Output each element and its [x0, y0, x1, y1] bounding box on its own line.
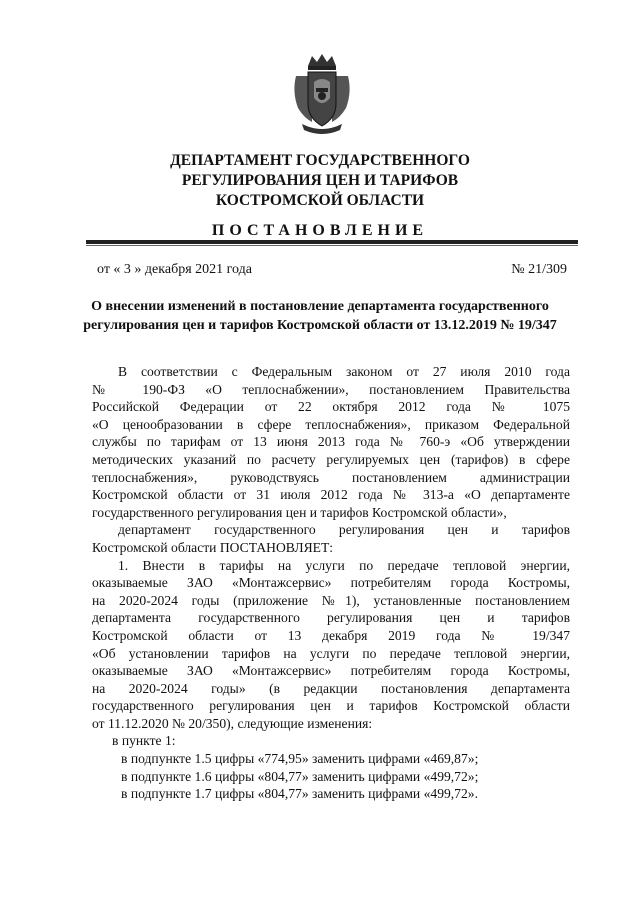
body-line: оказываемые ЗАО «Монтажсервис» потребителям города Костромы, — [92, 663, 570, 679]
body-line: службы по тарифам от 13 июня 2013 года № 760-э «Об утверждении — [92, 434, 570, 450]
body-line: в пункте 1: — [112, 733, 176, 749]
document-type-title: ПОСТАНОВЛЕНИЕ — [211, 222, 429, 239]
body-line: в подпункте 1.5 цифры «774,95» заменить цифрами «469,87»; — [121, 751, 479, 767]
header-divider-thin — [86, 245, 578, 246]
body-line: методических указаний по расчету регулируемых цен (тарифов) в сфере — [92, 451, 570, 467]
body-line: № 190-ФЗ «О теплоснабжении», постановлением Правительства — [92, 381, 570, 397]
body-line: Российской Федерации от 22 октября 2012 года № 1075 — [92, 399, 570, 415]
body-line: «Об установлении тарифов на услуги по передаче тепловой энергии, — [92, 645, 570, 661]
body-line: теплоснабжения», руководствуясь постановлением администрации — [92, 469, 570, 485]
org-line: КОСТРОМСКОЙ ОБЛАСТИ — [215, 192, 425, 209]
document-number: № 21/309 — [511, 262, 567, 277]
organization-name — [100, 151, 540, 211]
body-line: Костромской области от 13 декабря 2019 года № 19/347 — [92, 627, 570, 643]
body-line: «О ценообразовании в сфере теплоснабжения», приказом Федеральной — [92, 416, 570, 432]
body-line: в подпункте 1.6 цифры «804,77» заменить цифрами «499,72»; — [121, 768, 479, 784]
body-line: В соответствии с Федеральным законом от 27 июля 2010 года — [118, 364, 570, 379]
body-line: 1. Внести в тарифы на услуги по передаче тепловой энергии, — [118, 557, 570, 573]
header-divider — [86, 240, 578, 244]
subject-line: регулирования цен и тарифов Костромской области от 13.12.2019 № 19/347 — [83, 318, 557, 333]
org-line: РЕГУЛИРОВАНИЯ ЦЕН И ТАРИФОВ — [181, 172, 459, 189]
document-subject — [70, 297, 570, 335]
body-line: на 2020-2024 годы» (в редакции постановления департамента — [92, 680, 570, 696]
subject-line: О внесении изменений в постановление департамента государственного — [91, 299, 549, 314]
body-line: департамента государственного регулирования цен и тарифов — [92, 610, 570, 626]
body-line: в подпункте 1.7 цифры «804,77» заменить цифрами «499,72». — [121, 786, 478, 802]
body-line: Костромской области от 31 июля 2012 года № 313-а «О департаменте — [92, 487, 570, 503]
org-line: ДЕПАРТАМЕНТ ГОСУДАРСТВЕННОГО — [170, 152, 470, 169]
document-body — [92, 363, 570, 803]
body-line: от 11.12.2020 № 20/350), следующие изменения: — [92, 715, 373, 731]
document-date: от « 3 » декабря 2021 года — [97, 262, 252, 277]
coat-of-arms-icon — [290, 52, 354, 134]
body-line: на 2020-2024 годы (приложение №1), установленные постановлением — [92, 592, 570, 608]
body-line: Костромской области ПОСТАНОВЛЯЕТ: — [92, 539, 334, 555]
body-line: оказываемые ЗАО «Монтажсервис» потребителям города Костромы, — [92, 575, 570, 591]
body-line: государственного регулирования цен и тарифов Костромской области — [92, 698, 570, 714]
body-line: государственного регулирования цен и тарифов Костромской области», — [92, 504, 507, 520]
body-line: департамент государственного регулирования цен и тарифов — [118, 522, 570, 538]
